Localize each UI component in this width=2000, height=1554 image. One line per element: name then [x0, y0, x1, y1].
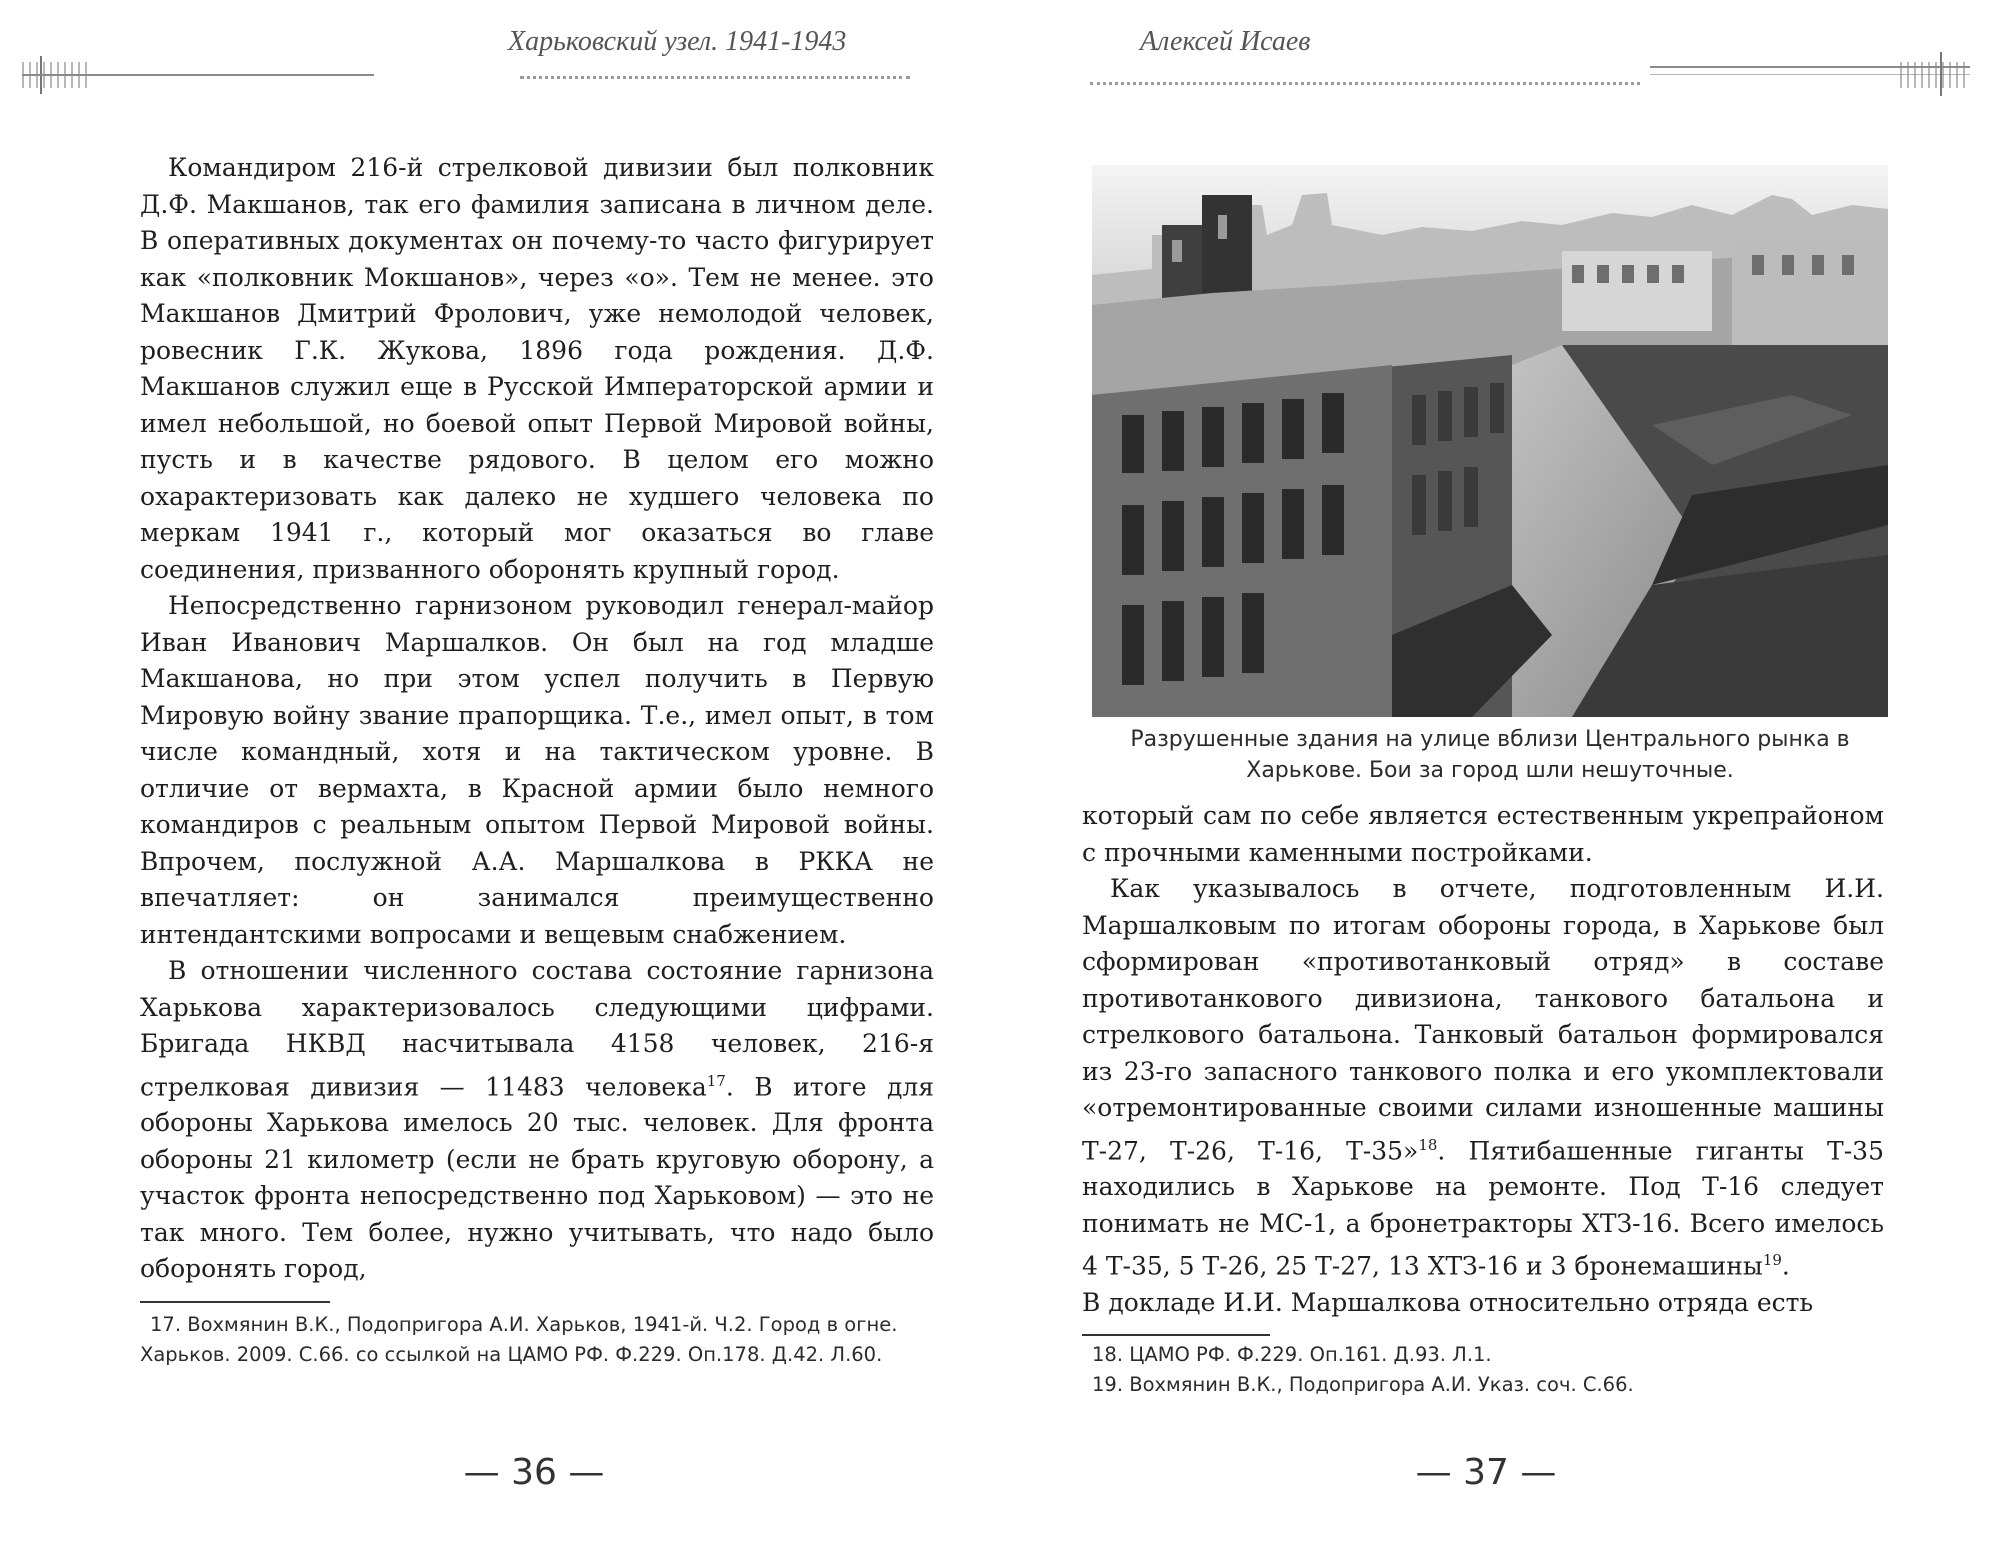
header-dotted-rule: [520, 76, 910, 79]
right-footnotes: [1082, 1340, 1882, 1400]
page-number: — 37 —: [1415, 1452, 1557, 1493]
footnote: 19. Вохмянин В.К., Подопригора А.И. Указ. соч. С.66.: [1092, 1373, 1634, 1396]
header-rule: [22, 74, 374, 76]
footnote-ref: 17: [706, 1071, 726, 1090]
header-dotted-rule: [1090, 82, 1640, 85]
running-header-title: Харьковский узел. 1941-1943: [508, 26, 847, 57]
paragraph: [1082, 871, 1884, 1285]
footnote: 17. Вохмянин В.К., Подопригора А.И. Харьков, 1941-й. Ч.2. Город в огне. Харьков. 2009. С.66. со ссылкой на ЦАМО РФ. Ф.229. Оп.178. Д.42. Л.60.: [140, 1313, 898, 1366]
header-ornament-bar: [1940, 52, 1942, 96]
paragraph-text: . Пятибашенные гиганты Т-35 находились в Харькове на ремонте. Под Т-16 следует понимать не МС-1, а бронетракторы ХТЗ-16. Всего имелось 4 Т-35, 5 Т-26, 25 Т-27, 13 ХТЗ-16 и 3 бронемашины: [1082, 1135, 1884, 1281]
running-header-author: Алексей Исаев: [1140, 26, 1311, 57]
photo-caption: Разрушенные здания на улице вблизи Центрального рынка в Харькове. Бои за город шли нешуточные.: [1130, 727, 1850, 783]
paragraph-text: .: [1781, 1251, 1790, 1281]
paragraph: который сам по себе является естественным укрепрайоном с прочными каменными постройками.: [1082, 801, 1884, 867]
city-ruins-photo: [1092, 165, 1888, 717]
right-body-text: [1082, 798, 1884, 1322]
paragraph: [140, 953, 934, 1288]
paragraph-text: В отношении численного состава состояние гарнизона Харькова характеризовалось следующими цифрами. Бригада НКВД насчитывала 4158 человек, 216-я стрелковая дивизия — 11483 человека: [140, 956, 934, 1101]
page-number: — 36 —: [463, 1452, 605, 1493]
right-page: [1000, 0, 2000, 1554]
header-ornament: [1900, 62, 1970, 88]
footnote-ref: 19: [1762, 1251, 1782, 1270]
footnote-rule: [140, 1301, 330, 1303]
paragraph-text: Как указывалось в отчете, подготовленным И.И. Маршалковым по итогам обороны города, в Харькове был сформирован «противотанковый отряд» в составе противотанкового дивизиона, танкового батальона и стрелкового батальона. Танковый батальон формировался из 23-го запасного танкового полка и его укомплектовали «отремонтированные своими силами изношенные машины Т-27, Т-26, Т-16, Т-35»: [1082, 874, 1884, 1165]
footnote-ref: 18: [1418, 1135, 1438, 1154]
footnote: 18. ЦАМО РФ. Ф.229. Оп.161. Д.93. Л.1.: [1092, 1343, 1492, 1366]
paragraph: Непосредственно гарнизоном руководил генерал-майор Иван Иванович Маршалков. Он был на год младше Макшанова, но при этом успел получить в Первую Мировую войну звание прапорщика. Т.е., имел опыт, в том числе командный, хотя и на тактическом уровне. В отличие от вермахта, в Красной армии было немного командиров с реальным опытом Первой Мировой войны. Впрочем, послужной А.А. Маршалкова в РККА не впечатляет: он занимался преимущественно интендантскими вопросами и вещевым снабжением.: [140, 591, 934, 949]
paragraph: Командиром 216-й стрелковой дивизии был полковник Д.Ф. Макшанов, так его фамилия записана в личном деле. В оперативных документах он почему-то часто фигурирует как «полковник Мокшанов», через «о». Тем не менее. это Макшанов Дмитрий Фролович, уже немолодой человек, ровесник Г.К. Жукова, 1896 года рождения. Д.Ф. Макшанов служил еще в Русской Императорской армии и имел небольшой, но боевой опыт Первой Мировой войны, пусть и в качестве рядового. В целом его можно охарактеризовать как далеко не худшего человека по меркам 1941 г., который мог оказаться во главе соединения, призванного оборонять крупный город.: [140, 153, 934, 584]
left-body-text: [140, 150, 934, 1288]
paragraph: В докладе И.И. Маршалкова относительно отряда есть: [1082, 1288, 1814, 1318]
footnote-rule: [1082, 1334, 1270, 1336]
paragraph-text: . В итоге для обороны Харькова имелось 20 тыс. человек. Для фронта обороны 21 километр (если не брать круговую оборону, а участок фронта непосредственно под Харьковом) — это не так много. Тем более, нужно учитывать, что надо было оборонять город,: [140, 1071, 934, 1284]
left-footnotes: [140, 1310, 930, 1370]
